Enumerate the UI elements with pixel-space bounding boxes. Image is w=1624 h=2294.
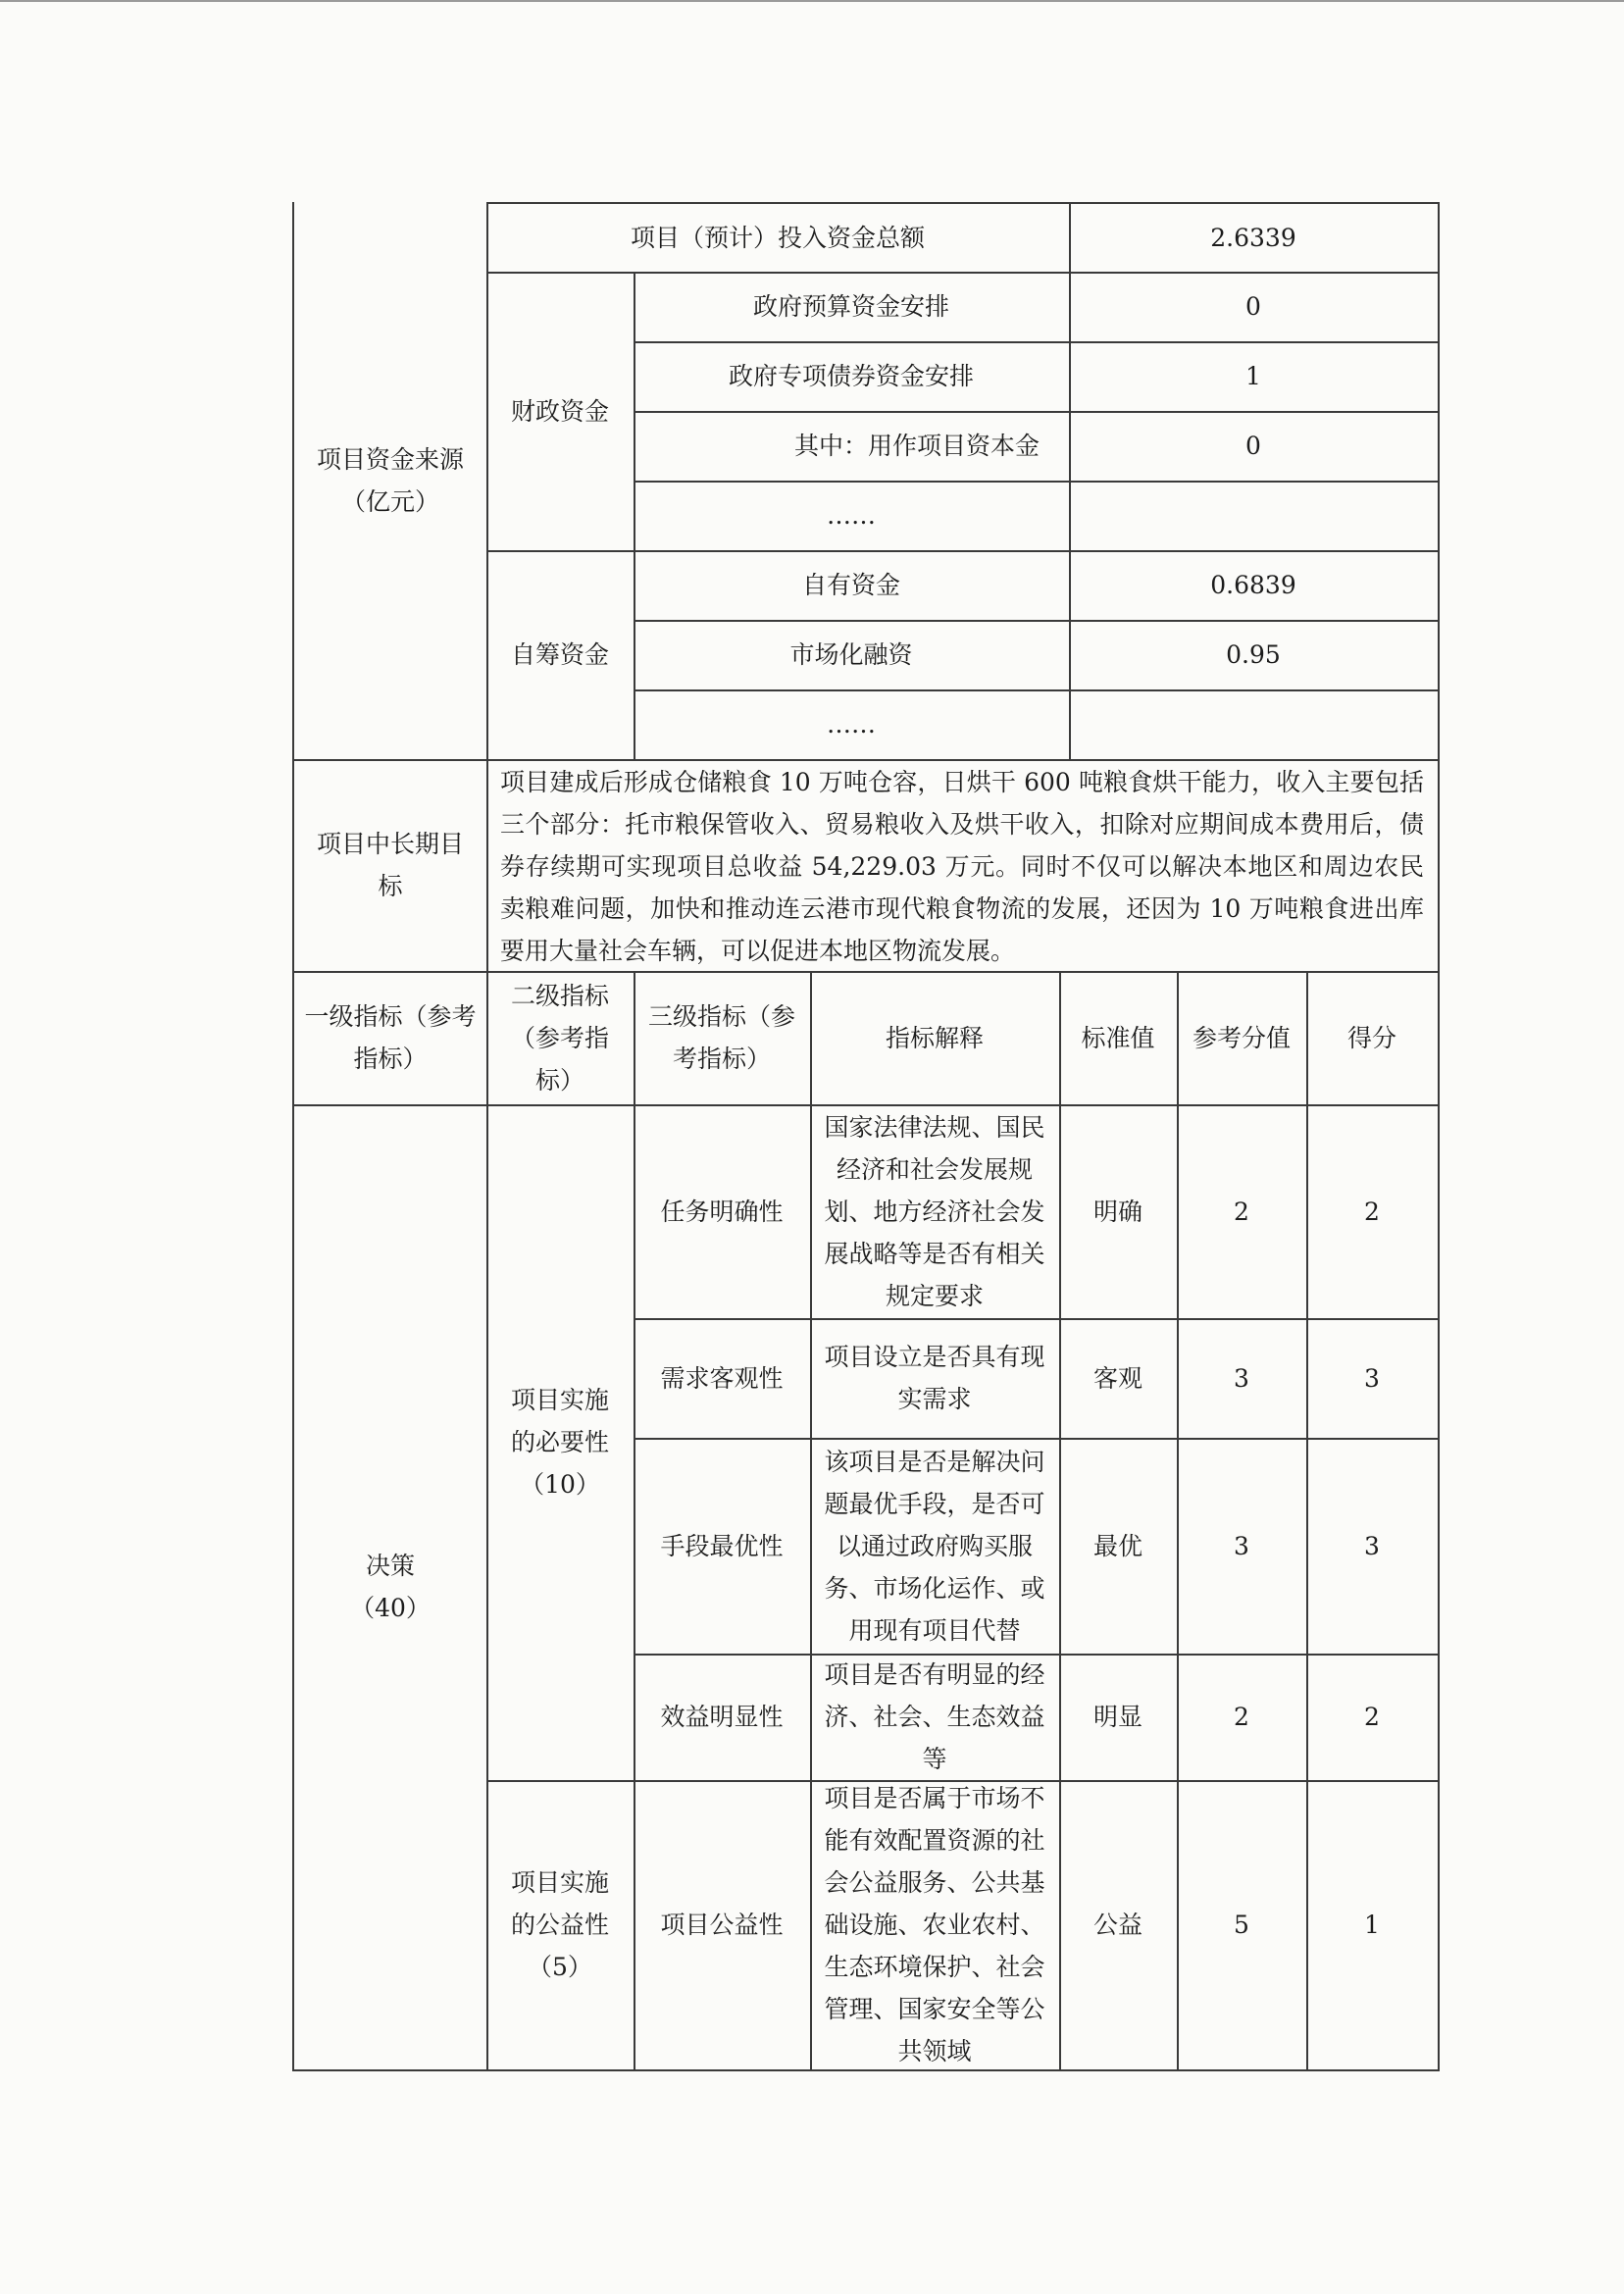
self-item-value: 0.6839: [1210, 571, 1296, 599]
ref-score-cell: [1177, 1438, 1308, 1656]
self-item-value-cell: [1069, 620, 1440, 691]
scan-top-edge: [0, 0, 1624, 2]
explain-cell: [810, 1438, 1061, 1656]
funding-source-label-cell: [292, 202, 488, 761]
fiscal-item-label-cell: [634, 272, 1071, 343]
score-value: 3: [1364, 1363, 1380, 1393]
header-level1-cell: [292, 971, 488, 1106]
fiscal-item-value-cell: [1069, 411, 1440, 483]
explain-text: 项目是否有明显的经 济、社会、生态效益 等: [824, 1660, 1045, 1773]
explain-text: 项目设立是否具有现 实需求: [824, 1343, 1045, 1413]
fiscal-item-label: 政府预算资金安排: [752, 292, 949, 321]
level3-cell: [634, 1780, 812, 2071]
level3-cell: [634, 1318, 812, 1440]
score-value: 2: [1364, 1197, 1380, 1226]
fiscal-item-value: 0: [1245, 292, 1261, 321]
header-explain: 指标解释: [885, 1023, 984, 1052]
fiscal-item-label: ……: [827, 501, 876, 530]
level3-label: 任务明确性: [660, 1197, 784, 1226]
level3-cell: [634, 1654, 812, 1782]
explain-text: 该项目是否是解决问 题最优手段，是否可 以通过政府购买服 务、市场化运作、或 用现有项目代替: [824, 1447, 1045, 1645]
explain-text: 项目是否属于市场不 能有效配置资源的社 会公益服务、公共基 础设施、农业农村、 生态环境保护、社会 管理、国家安全等公 共领域: [824, 1784, 1045, 2065]
header-level3: 三级指标（参 考指标）: [647, 1002, 795, 1073]
standard-value: 明确: [1092, 1197, 1142, 1226]
total-investment-value-cell: [1069, 202, 1440, 274]
explain-cell: [810, 1780, 1061, 2071]
header-standard-cell: [1059, 971, 1179, 1106]
standard-cell: [1059, 1104, 1179, 1320]
self-item-label: 市场化融资: [789, 640, 913, 669]
header-level2-cell: [486, 971, 635, 1106]
level3-label: 效益明显性: [660, 1703, 784, 1731]
explain-text: 国家法律法规、国民 经济和社会发展规 划、地方经济社会发 展战略等是否有相关 规定要求: [824, 1112, 1045, 1310]
header-level1: 一级指标（参考 指标）: [304, 1002, 477, 1073]
fiscal-item-value: 0: [1245, 432, 1261, 460]
ref-score-cell: [1177, 1318, 1308, 1440]
standard-value: 明显: [1092, 1703, 1142, 1731]
goal-label: 项目中长期目 标: [316, 830, 464, 900]
standard-value: 最优: [1092, 1531, 1142, 1560]
header-ref-score: 参考分值: [1192, 1023, 1291, 1052]
self-item-label-cell: [634, 689, 1071, 761]
fiscal-funds-label: 财政资金: [510, 396, 609, 426]
fiscal-item-label: 其中：用作项目资本金: [793, 432, 1040, 460]
standard-cell: [1059, 1654, 1179, 1782]
standard-value: 客观: [1092, 1363, 1142, 1393]
self-item-value-cell: [1069, 550, 1440, 622]
ref-score-cell: [1177, 1104, 1308, 1320]
ref-score-value: 3: [1234, 1363, 1249, 1393]
fiscal-item-label-cell: [634, 481, 1071, 552]
self-item-label: 自有资金: [801, 571, 900, 599]
explain-cell: [810, 1654, 1061, 1782]
ref-score-cell: [1177, 1654, 1308, 1782]
score-value: 2: [1364, 1703, 1380, 1731]
self-funds-label: 自筹资金: [510, 640, 609, 669]
fiscal-item-value: 1: [1245, 362, 1261, 390]
group-necessity-cell: [486, 1104, 635, 1782]
self-item-label: ……: [827, 710, 876, 739]
score-cell: [1306, 1438, 1440, 1656]
fiscal-item-value-cell: [1069, 272, 1440, 343]
level3-cell: [634, 1104, 812, 1320]
fiscal-item-value-cell: [1069, 341, 1440, 413]
header-standard: 标准值: [1081, 1023, 1155, 1052]
funding-source-label: 项目资金来源 （亿元）: [316, 445, 464, 516]
goal-label-cell: [292, 759, 488, 973]
fiscal-item-label-cell: [634, 411, 1071, 483]
ref-score-value: 2: [1234, 1703, 1249, 1731]
group-public-welfare-label: 项目实施 的公益性 （5）: [510, 1868, 609, 1981]
self-funds-label-cell: [486, 550, 635, 761]
standard-cell: [1059, 1780, 1179, 2071]
explain-cell: [810, 1318, 1061, 1440]
self-item-label-cell: [634, 550, 1071, 622]
level3-label: 需求客观性: [660, 1363, 784, 1393]
fiscal-item-value-cell: [1069, 481, 1440, 552]
level3-label: 项目公益性: [660, 1911, 784, 1939]
goal-text-cell: [486, 759, 1440, 973]
ref-score-value: 5: [1234, 1911, 1249, 1939]
score-cell: [1306, 1318, 1440, 1440]
goal-text: 项目建成后形成仓储粮食 10 万吨仓容，日烘干 600 吨粮食烘干能力，收入主要包括三个部分：托市粮保管收入、贸易粮收入及烘干收入，扣除对应期间成本费用后，债券存续期可实现项目总收益 54,229.03 万元。同时不仅可以解决本地区和周边农民卖粮难问题，加快和推动连云港市现代粮食物流的发展，还因为 10 万吨粮食进出库要用大量社会车辆，可以促进本地区物流发展。: [500, 768, 1424, 965]
ref-score-value: 2: [1234, 1197, 1249, 1226]
ref-score-cell: [1177, 1780, 1308, 2071]
group-necessity-label: 项目实施 的必要性 （10）: [510, 1386, 609, 1499]
standard-cell: [1059, 1318, 1179, 1440]
header-score: 得分: [1346, 1023, 1396, 1052]
evaluation-table: [292, 202, 1440, 2071]
score-cell: [1306, 1654, 1440, 1782]
header-level2: 二级指标 （参考指 标）: [510, 981, 609, 1095]
level3-cell: [634, 1438, 812, 1656]
fiscal-item-label-cell: [634, 341, 1071, 413]
explain-cell: [810, 1104, 1061, 1320]
group-public-welfare-cell: [486, 1780, 635, 2071]
standard-value: 公益: [1092, 1911, 1142, 1939]
level3-label: 手段最优性: [660, 1531, 784, 1560]
standard-cell: [1059, 1438, 1179, 1656]
self-item-label-cell: [634, 620, 1071, 691]
ref-score-value: 3: [1234, 1531, 1249, 1560]
level1-decision-cell: [292, 1104, 488, 2071]
score-cell: [1306, 1104, 1440, 1320]
level1-decision-label: 决策 （40）: [350, 1552, 431, 1622]
total-investment-label-cell: [486, 202, 1071, 274]
self-item-value: 0.95: [1226, 640, 1281, 669]
score-value: 3: [1364, 1531, 1380, 1560]
score-cell: [1306, 1780, 1440, 2071]
total-investment-label: 项目（预计）投入资金总额: [630, 224, 925, 252]
header-explain-cell: [810, 971, 1061, 1106]
self-item-value-cell: [1069, 689, 1440, 761]
fiscal-funds-label-cell: [486, 272, 635, 552]
total-investment-value: 2.6339: [1210, 224, 1296, 252]
header-ref-score-cell: [1177, 971, 1308, 1106]
header-level3-cell: [634, 971, 812, 1106]
score-value: 1: [1364, 1911, 1380, 1939]
header-score-cell: [1306, 971, 1440, 1106]
fiscal-item-label: 政府专项债券资金安排: [728, 362, 974, 390]
